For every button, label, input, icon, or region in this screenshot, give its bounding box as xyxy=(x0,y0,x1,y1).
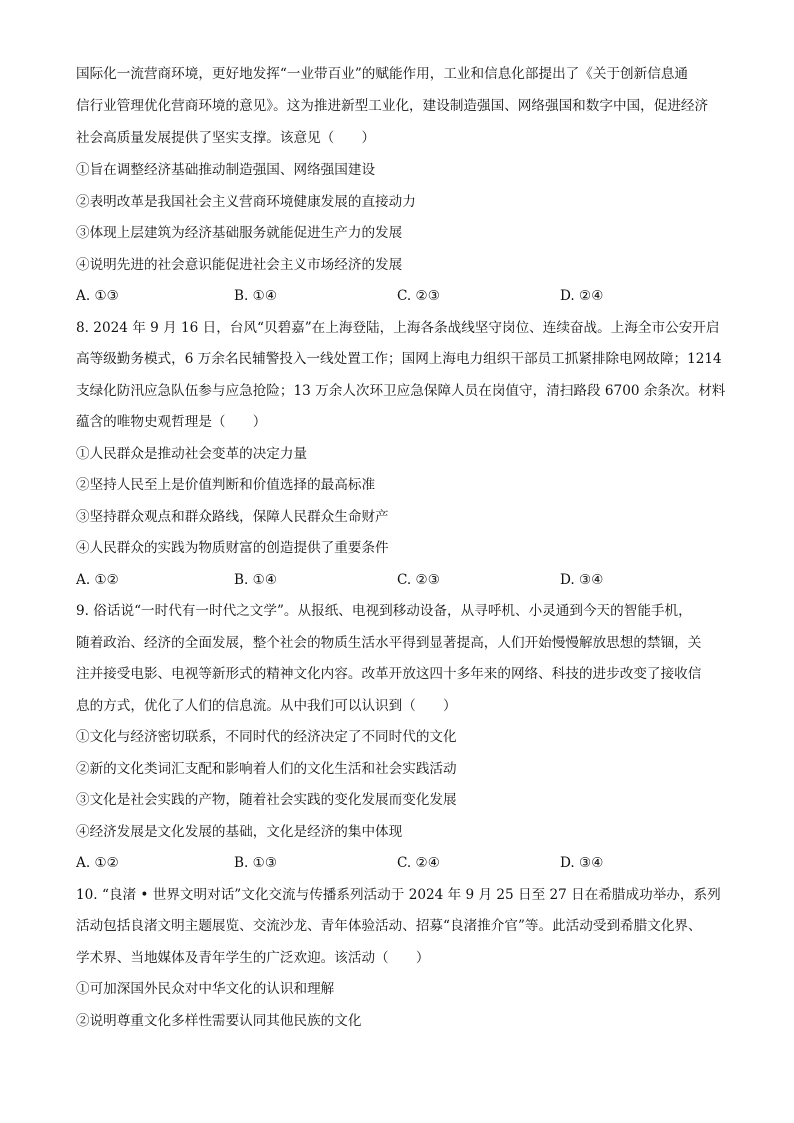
q8-statement: ②坚持人民至上是价值判断和价值选择的最高标准 xyxy=(76,477,376,493)
q8-stem-line: 蕴含的唯物史观哲理是（ ） xyxy=(76,414,267,430)
q8-statement: ④人民群众的实践为物质财富的创造提供了重要条件 xyxy=(76,540,389,556)
q10-stem-line: 活动包括良渚文明主题展览、交流沙龙、青年体验活动、招募“良渚推介官”等。此活动受到希腊文化界、 xyxy=(76,918,702,934)
q9-options xyxy=(76,853,726,873)
q9-option-b: B. ①③ xyxy=(234,855,278,871)
q9-stem-line: 随着政治、经济的全面发展，整个社会的物质生活水平得到显著提高，人们开始慢慢解放思想的禁锢，关 xyxy=(76,635,702,651)
q8-stem-line: 支绿化防汛应急队伍参与应急抢险；13 万余人次环卫应急保障人员在岗值守，清扫路段 6700 余条次。材料 xyxy=(76,383,726,399)
q9-stem-line: 注并接受电影、电视等新形式的精神文化内容。改革开放这四十多年来的网络、科技的进步改变了接收信 xyxy=(76,666,702,682)
q8-option-b: B. ①④ xyxy=(234,572,278,588)
q7-statement: ②表明改革是我国社会主义营商环境健康发展的直接动力 xyxy=(76,194,416,210)
q7-statement: ④说明先进的社会意识能促进社会主义市场经济的发展 xyxy=(76,257,403,273)
q8-stem-line: 8. 2024 年 9 月 16 日，台风“贝碧嘉”在上海登陆，上海各条战线坚守岗位、连续奋战。上海全市公安开启 xyxy=(76,320,720,336)
q7-options xyxy=(76,286,726,306)
q8-option-c: C. ②③ xyxy=(397,572,440,588)
q10-statement: ②说明尊重文化多样性需要认同其他民族的文化 xyxy=(76,1013,362,1029)
q9-stem-line: 9. 俗话说“一时代有一时代之文学”。从报纸、电视到移动设备，从寻呼机、小灵通到今天的智能手机， xyxy=(76,603,692,619)
q10-statement: ①可加深国外民众对中华文化的认识和理解 xyxy=(76,981,335,997)
q7-option-d: D. ②④ xyxy=(560,288,604,304)
q9-option-d: D. ③④ xyxy=(560,855,604,871)
q7-stem-line: 国际化一流营商环境，更好地发挥“一业带百业”的赋能作用，工业和信息化部提出了《关于创新信息通 xyxy=(76,66,689,82)
q8-stem-line: 高等级勤务模式，6 万余名民辅警投入一线处置工作；国网上海电力组织干部员工抓紧排除电网故障；1214 xyxy=(76,351,722,367)
q9-statement: ②新的文化类词汇支配和影响着人们的文化生活和社会实践活动 xyxy=(76,761,457,777)
q7-option-c: C. ②③ xyxy=(397,288,440,304)
q8-option-d: D. ③④ xyxy=(560,572,604,588)
q8-statement: ③坚持群众观点和群众路线，保障人民群众生命财产 xyxy=(76,509,389,525)
q7-statement: ③体现上层建筑为经济基础服务就能促进生产力的发展 xyxy=(76,225,403,241)
q9-statement: ①文化与经济密切联系，不同时代的经济决定了不同时代的文化 xyxy=(76,729,457,745)
q7-option-b: B. ①④ xyxy=(234,288,278,304)
q9-option-c: C. ②④ xyxy=(397,855,440,871)
q8-option-a: A. ①② xyxy=(76,572,119,588)
q10-stem-line: 10. “良渚 • 世界文明对话”文化交流与传播系列活动于 2024 年 9 月 25 日至 27 日在希腊成功举办，系列 xyxy=(76,887,721,903)
q9-option-a: A. ①② xyxy=(76,855,119,871)
q8-options xyxy=(76,570,726,590)
q9-statement: ③文化是社会实践的产物，随着社会实践的变化发展而变化发展 xyxy=(76,792,457,808)
q10-stem-line: 学术界、当地媒体及青年学生的广泛欢迎。该活动（ ） xyxy=(76,950,430,966)
q7-statement: ①旨在调整经济基础推动制造强国、网络强国建设 xyxy=(76,162,376,178)
q7-stem-line: 社会高质量发展提供了坚实支撑。该意见（ ） xyxy=(76,130,376,146)
q7-stem-line: 信行业管理优化营商环境的意见》。这为推进新型工业化，建设制造强国、网络强国和数字中国，促进经济 xyxy=(76,98,709,114)
q9-statement: ④经济发展是文化发展的基础，文化是经济的集中体现 xyxy=(76,824,403,840)
q8-statement: ①人民群众是推动社会变革的决定力量 xyxy=(76,446,308,462)
q9-stem-line: 息的方式，优化了人们的信息流。从中我们可以认识到（ ） xyxy=(76,698,457,714)
q7-option-a: A. ①③ xyxy=(76,288,119,304)
